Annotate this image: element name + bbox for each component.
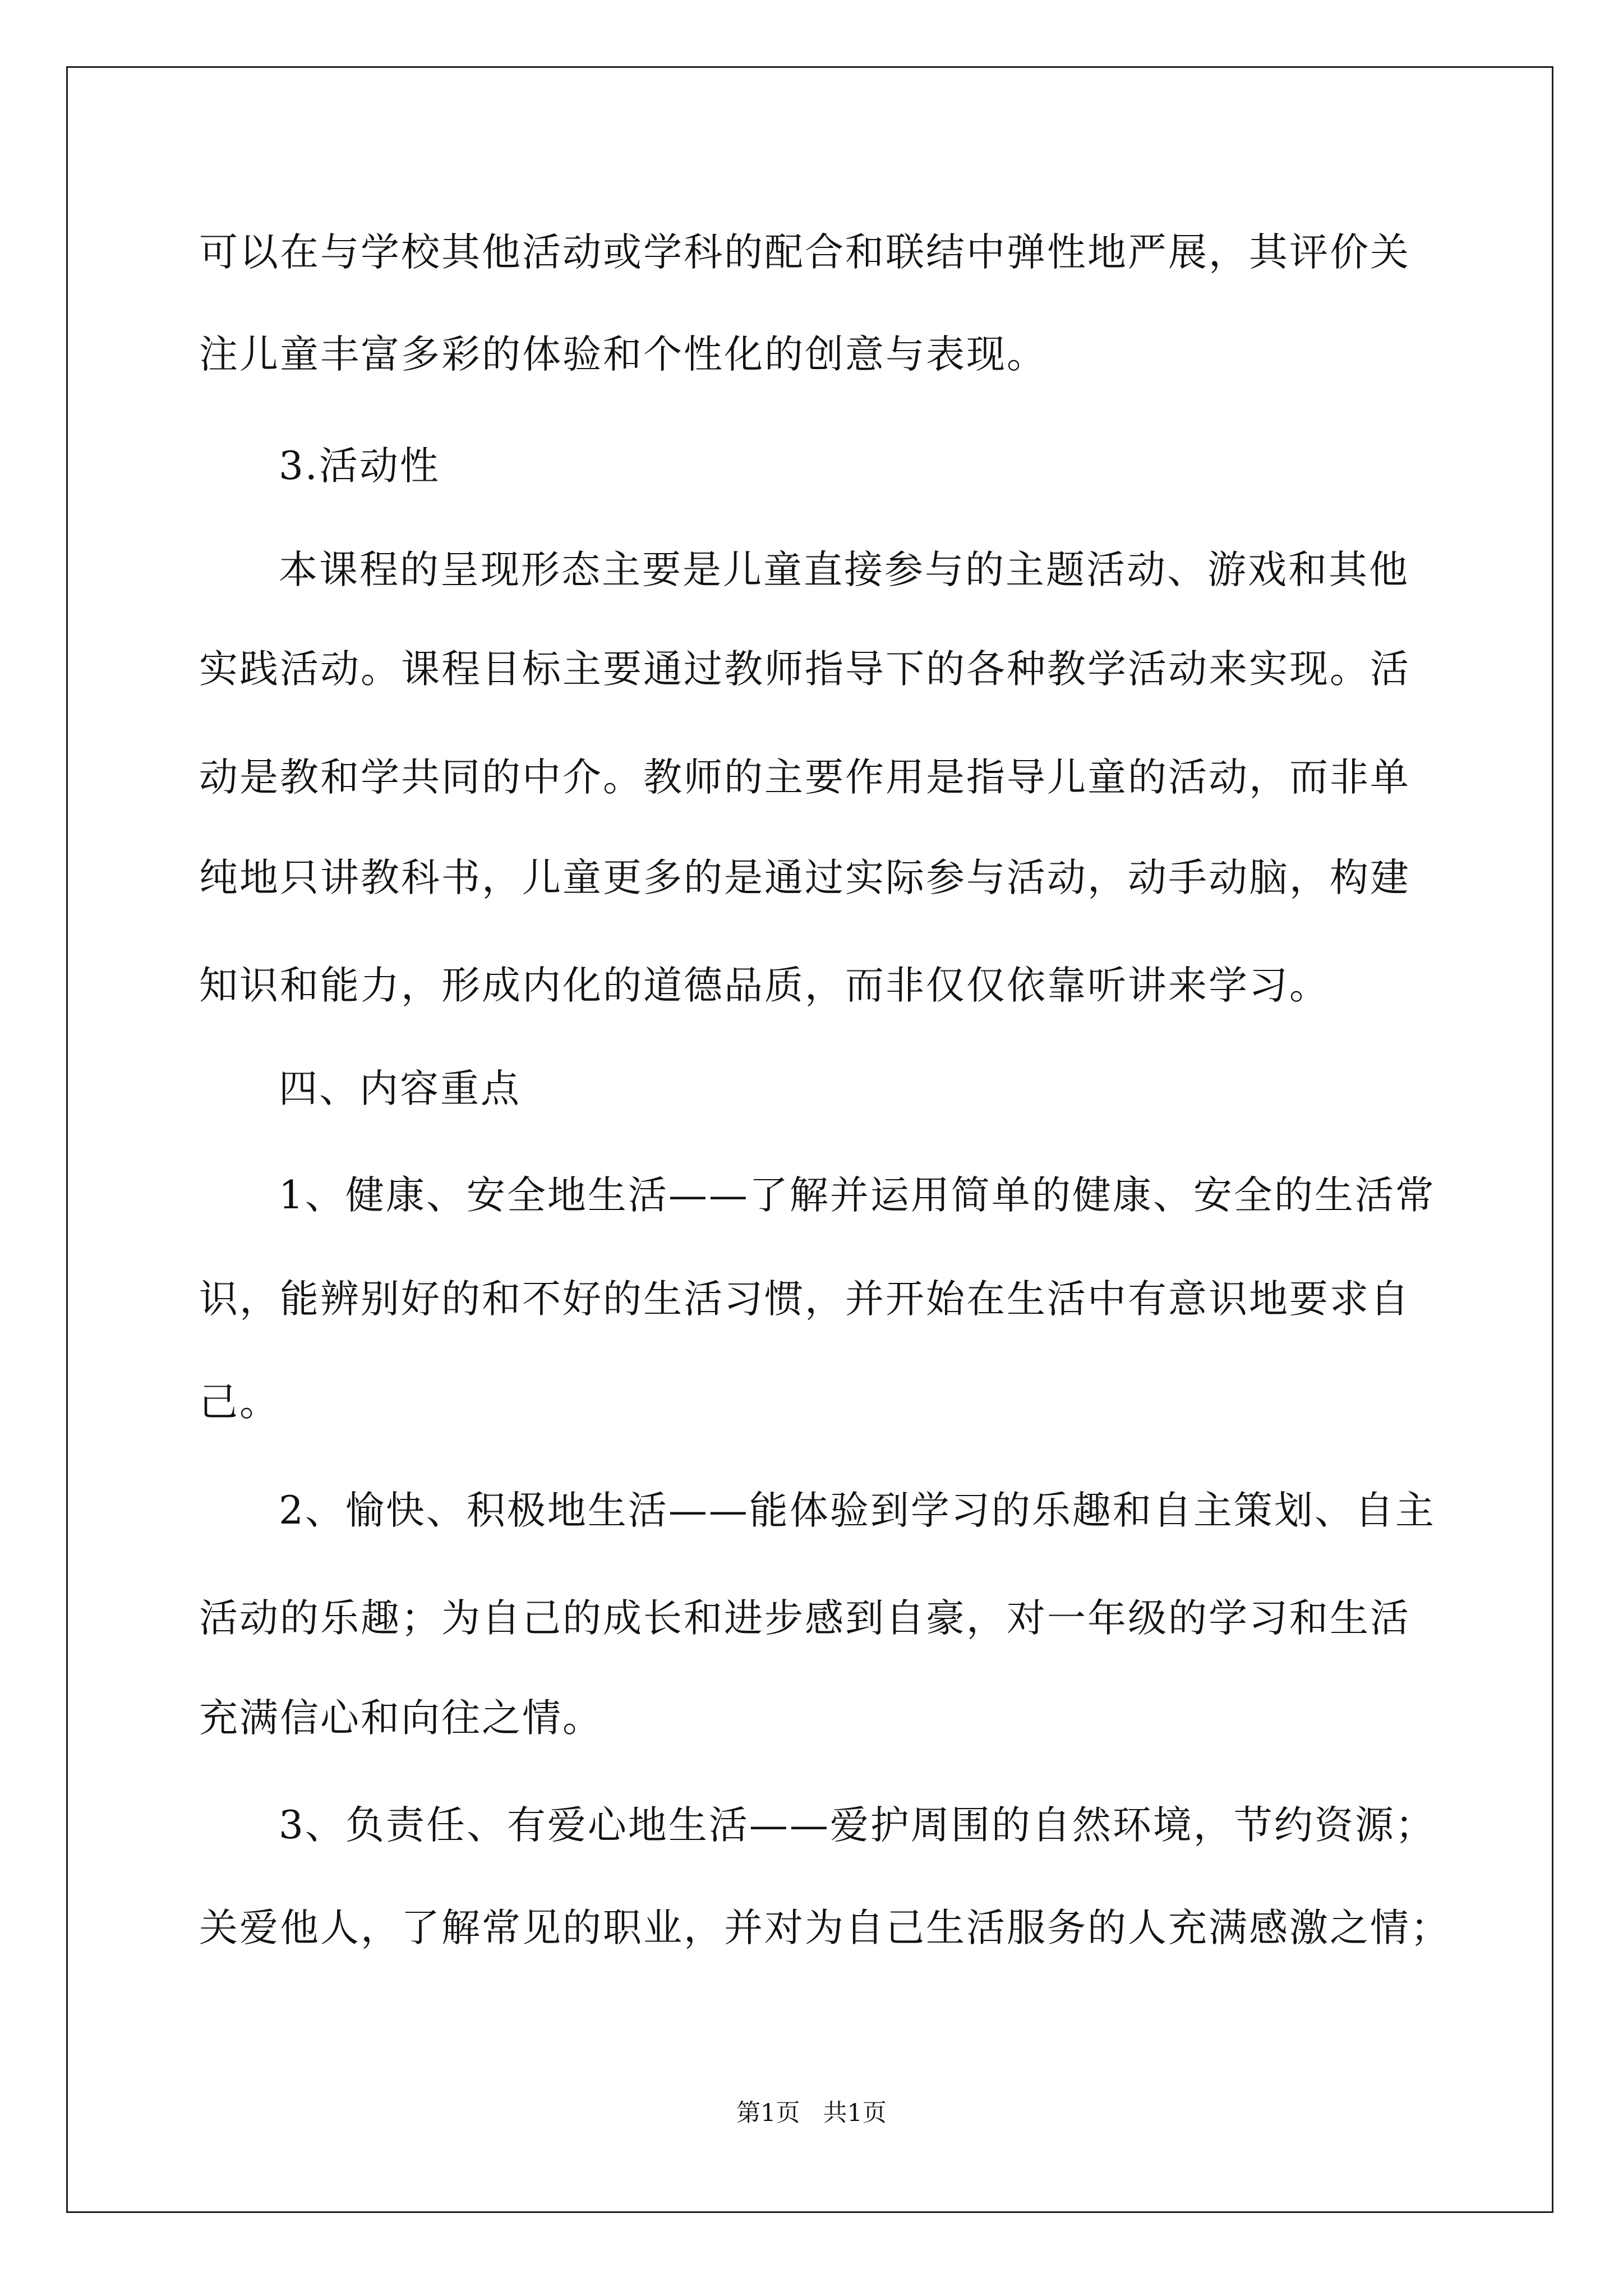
body-text-line: 识，能辨别好的和不好的生活习惯，并开始在生活中有意识地要求自 [199, 1277, 1410, 1322]
body-text-line: 动是教和学共同的中介。教师的主要作用是指导儿童的活动，而非单 [199, 755, 1410, 800]
body-text-line: 可以在与学校其他活动或学科的配合和联结中弹性地严展，其评价关 [199, 230, 1410, 275]
body-text-line: 实践活动。课程目标主要通过教师指导下的各种教学活动来实现。活 [199, 647, 1410, 692]
body-text-line: 活动的乐趣；为自己的成长和进步感到自豪，对一年级的学习和生活 [199, 1596, 1410, 1641]
page-footer: 第1页 共1页 [736, 2099, 887, 2127]
body-text-line: 1、健康、安全地生活——了解并运用简单的健康、安全的生活常 [279, 1173, 1436, 1218]
section-heading: 四、内容重点 [279, 1066, 521, 1111]
page-border [66, 66, 1553, 2213]
body-text-line: 本课程的呈现形态主要是儿童直接参与的主题活动、游戏和其他 [279, 547, 1409, 592]
body-text-line: 充满信心和向往之情。 [199, 1696, 603, 1741]
body-text-line: 纯地只讲教科书，儿童更多的是通过实际参与活动，动手动脑，构建 [199, 855, 1410, 900]
body-text-line: 关爱他人，了解常见的职业，并对为自己生活服务的人充满感激之情； [199, 1906, 1451, 1950]
body-text-line: 注儿童丰富多彩的体验和个性化的创意与表现。 [199, 332, 1047, 377]
body-text-line: 己。 [199, 1380, 280, 1425]
section-heading: 3.活动性 [279, 444, 440, 489]
body-text-line: 2、愉快、积极地生活——能体验到学习的乐趣和自主策划、自主 [279, 1488, 1436, 1533]
body-text-line: 3、负责任、有爱心地生活——爱护周围的自然环境，节约资源； [279, 1803, 1436, 1848]
body-text-line: 知识和能力，形成内化的道德品质，而非仅仅依靠听讲来学习。 [199, 963, 1330, 1008]
